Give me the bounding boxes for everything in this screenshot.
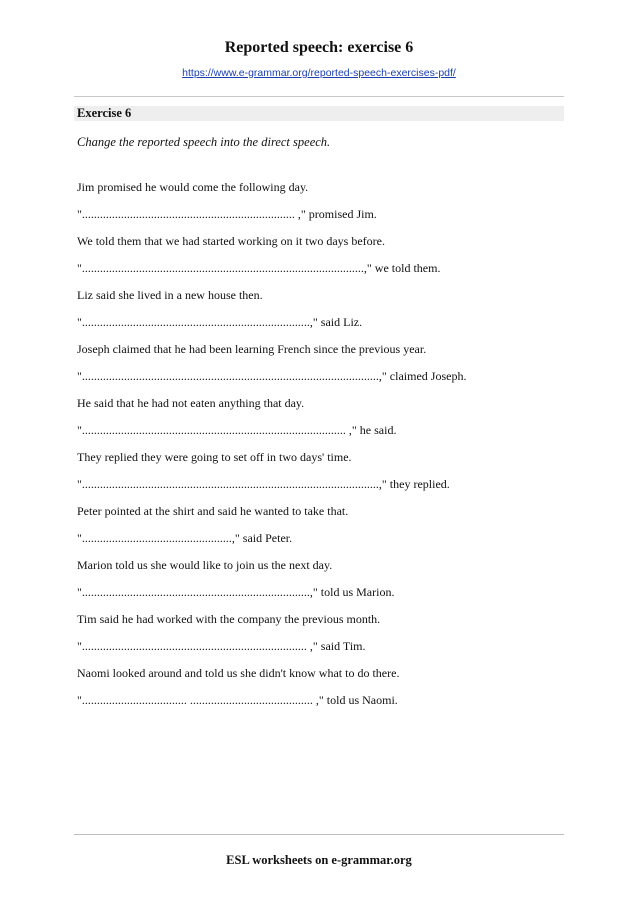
- item-10-sentence: Naomi looked around and told us she didn't know what to do there.: [77, 666, 400, 680]
- item-1-blank: "....................................................................... ," promised Jim.: [77, 207, 377, 221]
- item-8-sentence: Marion told us she would like to join us the next day.: [77, 558, 333, 572]
- item-9-blank: "........................................................................... ," said Tim.: [77, 639, 366, 653]
- item-7-blank: "..................................................," said Peter.: [77, 531, 293, 545]
- item-7-sentence: Peter pointed at the shirt and said he wanted to take that.: [77, 504, 349, 518]
- item-10-blank: "................................... ......................................... ," told us Naomi.: [77, 693, 398, 707]
- exercise-header: Exercise 6: [74, 106, 564, 121]
- item-6-sentence: They replied they were going to set off in two days' time.: [77, 450, 352, 464]
- item-8-blank: "............................................................................," told us Marion.: [77, 585, 395, 599]
- footer-divider: [74, 834, 564, 835]
- footer-text: ESL worksheets on e-grammar.org: [226, 853, 412, 867]
- item-3-blank: "............................................................................," said Liz.: [77, 315, 363, 329]
- item-5-blank: "........................................................................................ ," he said.: [77, 423, 397, 437]
- source-link[interactable]: https://www.e-grammar.org/reported-speech-exercises-pdf/: [182, 67, 456, 79]
- exercise-instruction: Change the reported speech into the direct speech.: [77, 135, 331, 149]
- item-4-blank: "...................................................................................................," claimed Joseph.: [77, 369, 467, 383]
- item-6-blank: "...................................................................................................," they replied.: [77, 477, 450, 491]
- header-divider: [74, 96, 564, 97]
- item-3-sentence: Liz said she lived in a new house then.: [77, 288, 263, 302]
- item-5-sentence: He said that he had not eaten anything that day.: [77, 396, 305, 410]
- item-1-sentence: Jim promised he would come the following day.: [77, 180, 309, 194]
- item-2-sentence: We told them that we had started working on it two days before.: [77, 234, 385, 248]
- item-4-sentence: Joseph claimed that he had been learning French since the previous year.: [77, 342, 427, 356]
- item-2-blank: "..............................................................................................," we told them.: [77, 261, 441, 275]
- page-title: Reported speech: exercise 6: [224, 39, 414, 56]
- item-9-sentence: Tim said he had worked with the company the previous month.: [77, 612, 381, 626]
